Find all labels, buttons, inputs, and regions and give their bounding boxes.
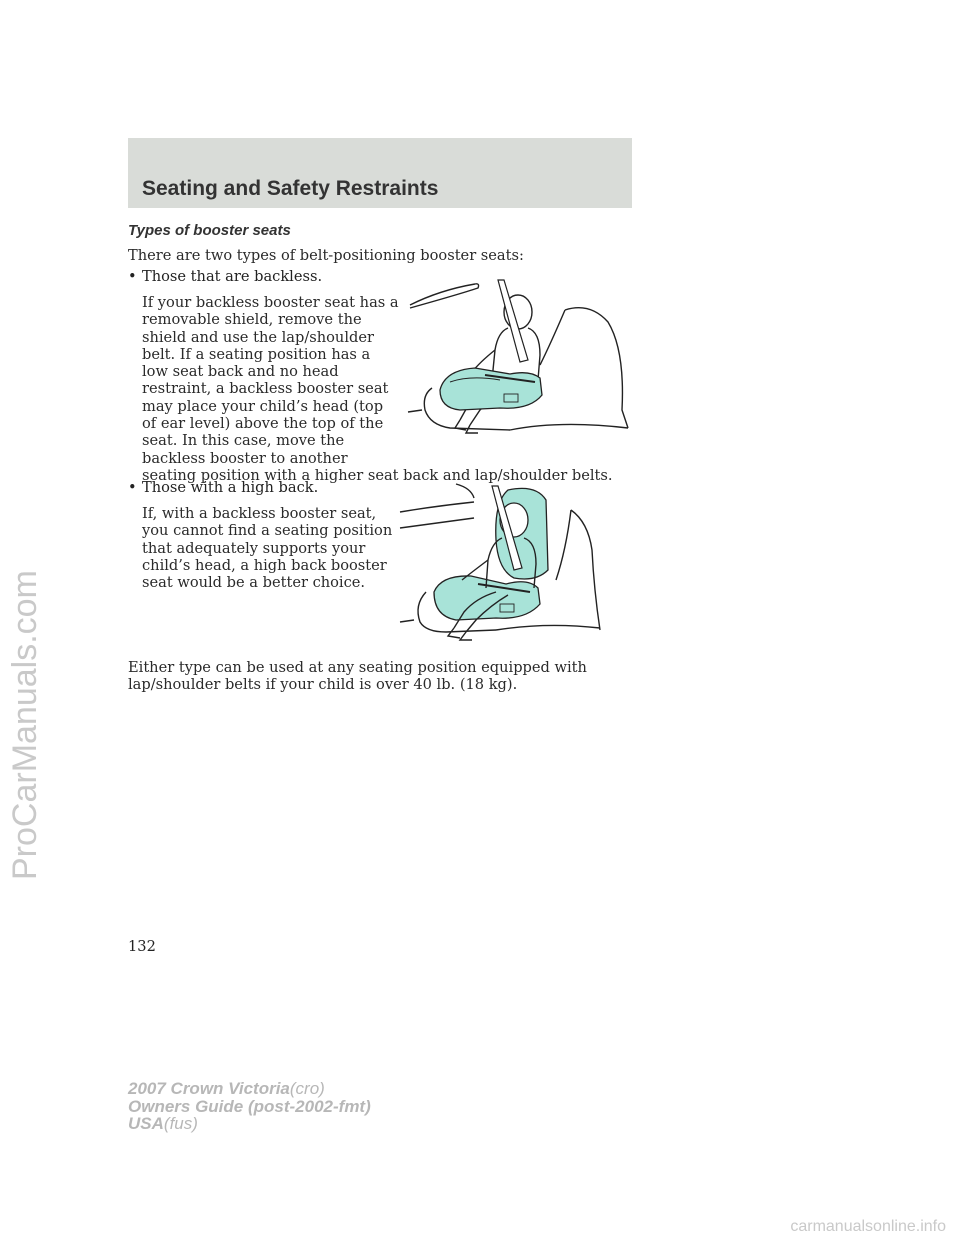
footer-guide-name: Owners Guide (post-2002-fmt) <box>128 1096 371 1116</box>
bullet-dot: • <box>128 479 137 496</box>
text-line: removable shield, remove the <box>142 311 362 329</box>
intro-paragraph: There are two types of belt-positioning booster seats: <box>128 247 524 264</box>
text-line: backless booster to another <box>142 449 348 467</box>
text-line: of ear level) above the top of the <box>142 415 384 433</box>
footer-line-model <box>128 1080 371 1098</box>
footer-region-name: USA <box>128 1114 164 1133</box>
page-header-title: Seating and Safety Restraints <box>142 177 439 200</box>
document-footer <box>128 1080 371 1133</box>
bullet-label: Those that are backless. <box>142 268 323 285</box>
text-line: restraint, a backless booster seat <box>142 380 389 398</box>
section-header-band <box>128 138 632 208</box>
text-line: If your backless booster seat has a <box>142 294 399 311</box>
backless-booster-illustration <box>400 270 630 442</box>
text-line: you cannot find a seating position <box>142 522 393 540</box>
section-heading: Types of booster seats <box>128 222 291 239</box>
text-line: child’s head, a high back booster <box>142 556 387 574</box>
bullet-label: Those with a high back. <box>142 479 319 496</box>
footer-model-code: (cro) <box>289 1079 325 1098</box>
text-line: If, with a backless booster seat, <box>142 505 377 522</box>
high-back-booster-illustration <box>396 480 606 648</box>
bottom-watermark-link[interactable]: carmanualsonline.info <box>790 1218 946 1235</box>
closing-paragraph <box>128 659 587 694</box>
footer-model-name: 2007 Crown Victoria <box>128 1079 290 1098</box>
footer-line-guide <box>128 1098 371 1116</box>
text-line: Either type can be used at any seating position equipped with <box>128 659 587 676</box>
footer-region-code: (fus) <box>163 1114 198 1133</box>
bullet-dot: • <box>128 268 137 285</box>
text-line: seat. In this case, move the <box>142 432 345 450</box>
text-line: that adequately supports your <box>142 539 366 557</box>
text-line: low seat back and no head <box>142 363 339 381</box>
text-line: seat would be a better choice. <box>142 574 366 592</box>
page-number: 132 <box>128 938 156 955</box>
text-line: seating position with a higher seat back and lap/shoulder belts. <box>142 466 613 484</box>
watermark-text: ProCarManuals.com <box>6 570 44 880</box>
footer-line-region <box>128 1115 371 1133</box>
text-line: belt. If a seating position has a <box>142 345 371 363</box>
high-back-description <box>142 505 392 591</box>
text-line: shield and use the lap/shoulder <box>142 328 374 346</box>
text-line: lap/shoulder belts if your child is over 40 lb. (18 kg). <box>128 676 518 694</box>
text-line: may place your child’s head (top <box>142 397 384 415</box>
